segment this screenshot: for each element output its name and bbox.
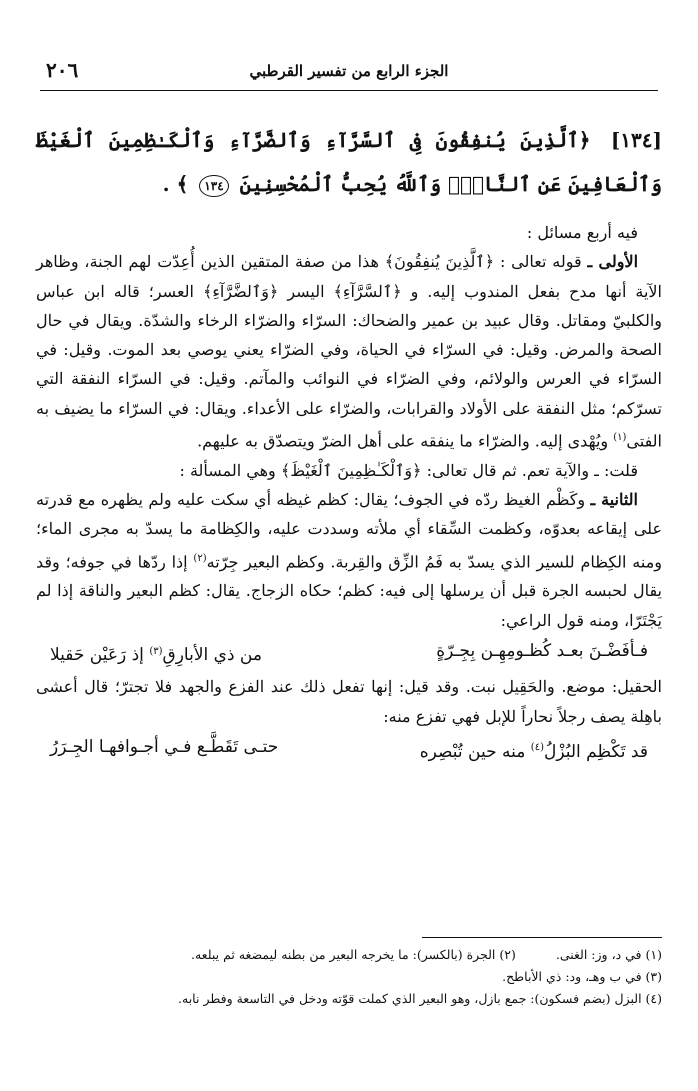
commentary-body [36, 218, 662, 769]
intro-line: فيه أربع مسائل : [526, 223, 638, 242]
footnotes [36, 944, 662, 1010]
poem2-second-hemistich: حتـى تَقَطَّـع فـي أجـوافهـا الجِـرَرُ [50, 737, 279, 758]
footnote-ref-4: (٤) [530, 742, 544, 754]
footnote-row [36, 988, 662, 1010]
poem-verse-1 [36, 635, 662, 673]
note-paragraph: قلت: ـ والآية تعم. ثم قال تعالى: ﴿وَٱلْكَـٰظِمِينَ ٱلْغَيْظَ﴾ وهي المسألة : [179, 460, 638, 480]
verse-close: ﴾ . [162, 172, 189, 196]
poem1-second-hemistich [50, 635, 262, 673]
hakil-paragraph: الحقيل: موضع. والحَقِيل نبت. وقد قيل: إنها تفعل ذلك عند الفزع والجهد فلا تجترّ؛ قال أعشى باهِلة يصف رجلاً نحاراً للإبل فهي تفزع منه: [36, 677, 662, 726]
footnote-2: (٢) الجرة (بالكسر): ما يخرجه البعير من بطنه ليمضغه ثم يبلعه. [191, 947, 516, 962]
footnote-1: (١) في د، وز: الغنى. [555, 947, 662, 962]
issue-second [36, 485, 662, 635]
running-title: الجزء الرابع من تفسير القرطبي [249, 62, 449, 80]
footnote-3: (٣) في ب وهـ، ود: ذي الأباطح. [502, 969, 662, 984]
issue-second-tail: إذا ردّها في جوفه؛ وقد يقال لحبسه الجرة قبل أن يرسلها إلى فيه: كظم؛ حكاه الزجاج. يقال: كظم البعير والناقة إذا لم يَجْتَرّا، ومنه قول الراعي: [36, 551, 662, 630]
footnote-ref-1: (١) [613, 432, 627, 444]
poem1-second-a: من ذي الأبارِقِ [162, 645, 262, 666]
footnote-ref-2: (٢) [193, 552, 207, 564]
issue-first-tail: ويُهْدى إليه. والضرّاء ما ينفقه على أهل الضرّ ويتصدّق به عليهم. [197, 431, 609, 451]
poem2-first-b: منه حين تُبْصِره [419, 741, 526, 762]
page-content [36, 0, 662, 1091]
footnote-row [36, 944, 662, 966]
poem2-first-a: قد تَكْظِم البُزْلُ [543, 741, 648, 762]
issue-first-label: الأولى ـ [587, 252, 639, 272]
ayah-number-mark: ١٣٤ [199, 175, 228, 197]
verse-text: ﴿ٱلَّذِينَ يُنفِقُونَ فِى ٱلسَّرَّآءِ وَٱلضَّرَّآءِ وَٱلْكَـٰظِمِينَ ٱلْغَيْظَ وَٱلْعَافِينَ عَنِ ٱلنَّاسِۗ وَٱللَّهُ يُحِبُّ ٱلْمُحْسِنِينَ [36, 128, 662, 196]
footnote-row [36, 966, 662, 988]
poem-verse-2 [36, 731, 662, 769]
footnote-divider [422, 937, 662, 938]
issue-second-label: الثانية ـ [590, 490, 638, 509]
issue-second-text: وكَظْم الغيظ ردّه في الجوف؛ يقال: كظم غيظه أي سكت عليه ولم يظهره مع قدرته على إيقاعه بعدوّه، وكظمت السِّقاء أي ملأته وسددت عليه، والكِظامة ما يسدّ به مجرى الماء؛ ومنه الكِظام للسير الذي يسدّ به فَمُ الزِّق والقِربة. وكظم البعير جِرّته [36, 490, 663, 571]
footnote-4: (٤) البزل (بضم فسكون): جمع بازل، وهو البعير الذي كملت قوّته ودخل في التاسعة وفطر نابه. [178, 991, 662, 1006]
footnote-ref-3: (٣) [149, 645, 163, 657]
verse-number: [١٣٤] [610, 128, 662, 152]
poem1-first-hemistich: فـأفَضْـنَ بعـد كُظـومِهِـن بِجِـرّةٍ [436, 640, 648, 661]
issue-first [36, 247, 662, 455]
poem2-first-hemistich [420, 731, 648, 769]
issue-first-text: قوله تعالى : ﴿ٱلَّذِينَ يُنفِقُونَ﴾ هذا من صفة المتقين الذين أُعِدّت لهم الجنة، وظاهر الآية أنها مدح بفعل المندوب إليه. و ﴿ٱلسَّرَّآءِ﴾ اليسر ﴿وَٱلضَّرَّآءِ﴾ العسر؛ قاله ابن عباس والكلبيّ ومقاتل. وقال عبيد بن عمير والضحاك: السرّاء والضرّاء الرخاء والشدّة. ويقال في حال الصحة والمرض. وقيل: في السرّاء في الحياة، وفي الضرّاء يعني يوصي بعد الموت. وقيل: في السرّاء في العرس والولائم، وفي الضرّاء في النوائب والمآتم. وقيل: في السرّاء النفقة التي تسرّكم؛ مثل النفقة على الأولاد والقرابات، والضرّاء على الأعداء. ويقال: في السرّاء ما يضيف به الفتى [36, 252, 662, 451]
page-number: ٢٠٦ [46, 58, 79, 82]
quran-verse [36, 118, 662, 206]
poem1-second-b: إذ رَعَيْن حَقيلا [50, 645, 144, 666]
